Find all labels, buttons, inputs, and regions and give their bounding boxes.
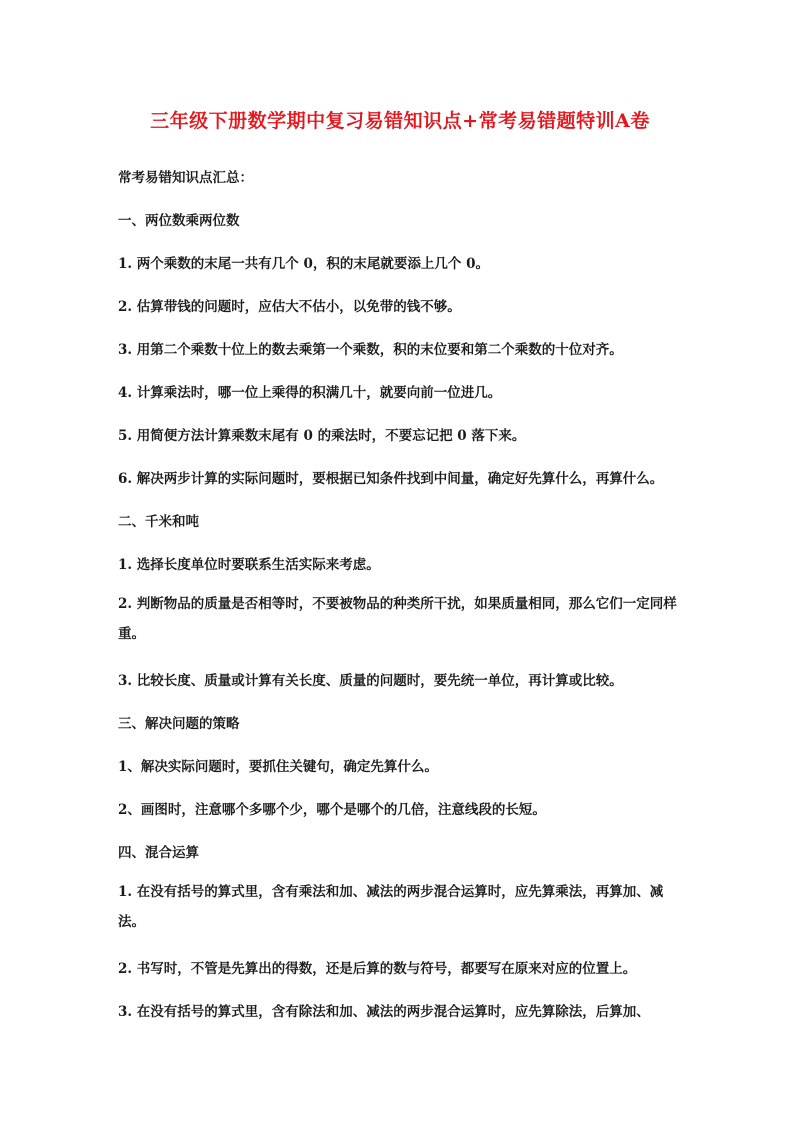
section-1-item-3: 3. 用第二个乘数十位上的数去乘第一个乘数，积的末位要和第二个乘数的十位对齐。 [118,342,623,358]
section-1-item-4: 4. 计算乘法时，哪一位上乘得的积满几十，就要向前一位进几。 [118,385,502,401]
section-4-item-2: 2. 书写时，不管是先算出的得数，还是后算的数与符号，都要写在原来对应的位置上。 [118,961,637,977]
section-3-item-2: 2、画图时，注意哪个多哪个少，哪个是哪个的几倍，注意线段的长短。 [118,802,546,818]
document-title: 三年级下册数学期中复习易错知识点+常考易错题特训A卷 [150,110,650,132]
section-1-item-1: 1. 两个乘数的末尾一共有几个 0，积的末尾就要添上几个 0。 [118,256,489,272]
section-2-item-3: 3. 比较长度、质量或计算有关长度、质量的问题时，要先统一单位，再计算或比较。 [118,673,623,689]
section-1-item-6: 6. 解决两步计算的实际问题时，要根据已知条件找到中间量，确定好先算什么，再算什么。 [118,471,664,487]
section-1-item-2: 2. 估算带钱的问题时，应估大不估小，以免带的钱不够。 [118,299,461,315]
section-3-item-1: 1、解决实际问题时，要抓住关键句，确定先算什么。 [118,759,438,775]
section-heading-2: 二、千米和吨 [118,514,199,530]
section-2-item-2: 2. 判断物品的质量是否相等时，不要被物品的种类所干扰，如果质量相同，那么它们一定同样重。 [118,596,677,642]
section-2-item-1: 1. 选择长度单位时要联系生活实际来考虑。 [118,557,380,573]
section-1-item-5: 5. 用简便方法计算乘数末尾有 0 的乘法时，不要忘记把 0 落下来。 [118,428,526,444]
section-heading-1: 一、两位数乘两位数 [118,213,240,229]
section-4-item-3: 3. 在没有括号的算式里，含有除法和加、减法的两步混合运算时，应先算除法，后算加、 [118,1004,650,1020]
summary-label: 常考易错知识点汇总： [118,170,253,186]
section-4-item-1: 1. 在没有括号的算式里，含有乘法和加、减法的两步混合运算时，应先算乘法，再算加、减法。 [118,884,664,930]
section-heading-3: 三、解决问题的策略 [118,716,240,732]
section-heading-4: 四、混合运算 [118,845,199,861]
